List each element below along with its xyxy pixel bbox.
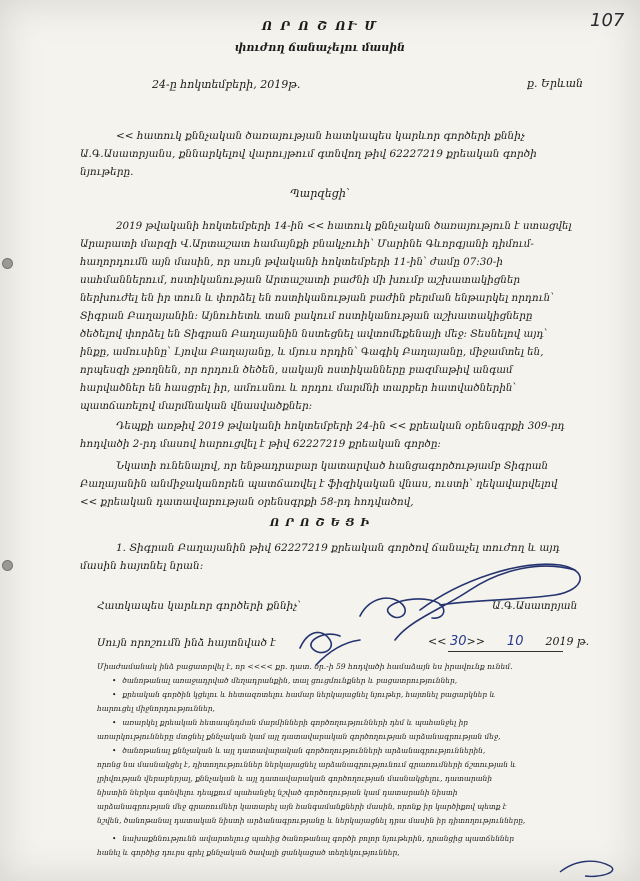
- body-line: հարվածներ են հասցրել իր, ամուսնու և որդու մարմնի տարբեր հատվածներին՝: [80, 382, 517, 394]
- rights-item-continued: հարուցել միջնորդություններ,: [97, 704, 215, 713]
- rights-item: • առարկել քրեական հետապնդման մարմինների գործողությունների դեմ և պահանջել իր: [112, 718, 632, 727]
- body-line: 2019 թվականի հոկտեմբերի 14-ին << հատուկ քննչական ծառայություն է ստացվել: [116, 220, 572, 232]
- handwritten-month: 10: [506, 634, 524, 649]
- rights-intro: Միաժամանակ ինձ բացատրվել է, որ <<<< քր. դատ. օր.-ի 59 հոդվածի համաձայն ես իրավունք ունեմ.: [97, 662, 513, 671]
- rights-item-continued: լրիվության վերաբերյալ, քննչական և այլ դատավարական գործողության մասնակցելու, դատարանի: [97, 774, 493, 783]
- body-line: սահմաններում, ոստիկանության Արտաշատի բաժնի մի խումբ աշխատակիցներ: [80, 274, 521, 286]
- rights-item: • նախաքննությունն ավարտելուց պահից ծանոթանալ գործի բոլոր նյութերին, դրանցից պատճեններ: [112, 834, 632, 843]
- handwritten-day: 30: [449, 634, 467, 649]
- body-line: Տիգրան Բաղայանին: Այնուհետև տան բակում ոստիկանության աշխատակիցները: [80, 310, 533, 322]
- body-line: որպեսզի չթողնեն, որ որդուն ծեծեն, սակայն ոստիկանները բազմաթիվ անգամ: [80, 364, 513, 376]
- signatory-name: Ա.Գ.Ասատրյան: [492, 600, 578, 612]
- body-line: Դեպքի առթիվ 2019 թվականի հոկտեմբերի 24-ին << քրեական օրենսգրքի 309-րդ: [116, 420, 565, 432]
- body-line: Արարատի մարզի Վ.Արտաշատ համայնքի բնակչուհի՝ Մարինե Գևորգյանի դիմում-: [80, 238, 534, 250]
- rights-item-continued: նշվեն, ծանոթանալ դատական նիստի արձանագրությանը և ներկայացնել դրա մասին իր դիտողությունները,: [97, 816, 526, 825]
- document-title: Ո Ր Ո Շ ՈՒ Մ: [261, 19, 379, 33]
- found-heading: Պարզեցի՝: [290, 187, 350, 200]
- rights-item-continued: արձանագրության մեջ գրառումներ կատարել այն հանգամանքների մասին, որոնք իր կարծիքով պետք է: [97, 802, 507, 811]
- signatory-position: Հատկապես կարևոր գործերի քննիչ՝: [97, 600, 301, 612]
- intro-line: << հատուկ քննչական ծառայության հատկապես կարևոր գործերի քննիչ: [116, 130, 525, 142]
- rights-item-continued: որոնց նա մասնակցել է, դիտողություններ ներկայացնել արձանագրությունում գրառումների ճշտության և: [97, 760, 517, 769]
- rights-item: • ծանոթանալ առաջադրված մեղադրանքին, տալ ցուցմունքներ և բացատրություններ,: [112, 676, 632, 685]
- rights-item: • ծանոթանալ քննչական և այլ դատավարական գործողությունների արձանագրություններին,: [112, 746, 632, 755]
- decision-line: մասին հայտնել նրան:: [80, 560, 204, 572]
- date-prefix: <<: [428, 635, 450, 648]
- rights-item: • քրեական գործին կցելու և հետազոտելու համար ներկայացնել նյութեր, հայտնել բացարկներ և: [112, 690, 632, 699]
- rights-item-continued: առարկությունները մտցնել քննչական կամ այլ դատավարական գործողության արձանագրության մեջ,: [97, 732, 501, 741]
- acknowledgement-label: Սույն որոշումն ինձ հայտնված է: [97, 637, 276, 649]
- decision-line: 1. Տիգրան Բաղայանին թիվ 62227219 քրեական գործով ճանաչել տուժող և այդ: [116, 542, 560, 554]
- acknowledgement-date: << 30>> 10 2019 թ.: [428, 634, 590, 649]
- page-number: 107: [590, 10, 625, 31]
- document-subtitle: փուժող ճանաչելու մասին: [234, 41, 406, 54]
- body-line: Նկատի ունենալով, որ ենթադրաբար կատարված հանցագործությամբ Տիգրան: [116, 460, 549, 472]
- body-line: հաղորդումն այն մասին, որ սույն թվականի հոկտեմբերի 11-ին՝ ժամը 07:30-ի: [80, 256, 503, 268]
- intro-line: նյութերը.: [80, 166, 134, 178]
- rights-item-continued: հանել և գործից դուրս գրել քննչական ծավալի ցանկացած տեղեկություններ,: [97, 848, 400, 857]
- body-line: ինքը, ամուսինը՝ Լյովա Բաղայանը, և մյուս որդին՝ Գագիկ Բաղայանը, միջամտել են,: [80, 346, 544, 358]
- body-line: Բաղայանին անմիջականորեն պատճառվել է ֆիզիկական վնաս, ուստի՝ ղեկավարվելով: [80, 478, 558, 490]
- intro-line: Ա.Գ.Ասատրյանս, քննարկելով վարույթում գտնվող թիվ 62227219 քրեական գործի: [80, 148, 537, 160]
- body-line: << քրեական դատավարության օրենսգրքի 58-րդ հոդվածով,: [80, 496, 414, 508]
- document-city: ք. Երևան: [527, 77, 584, 90]
- date-year: 2019 թ.: [545, 635, 590, 648]
- body-line: ծեծելով փորձել են Տիգրան Բաղայանին նստեցնել ավտոմեքենայի մեջ: Տեսնելով այդ՝: [80, 328, 548, 340]
- body-line: հոդվածի 2-րդ մասով հարուցվել է թիվ 62227219 քրեական գործը:: [80, 438, 441, 450]
- decided-heading: Ո Ր Ո Շ Ե Ց Ի: [269, 516, 371, 529]
- body-line: պատճառելով մարմնական վնասվածքներ:: [80, 400, 313, 412]
- rights-item-continued: նիստին ներկա գտնվելու դեպքում պահանջել նշված գործողության կամ դատարանի նիստի: [97, 788, 458, 797]
- body-line: ներխուժել են իր տուն և փորձել են ոստիկանության բաժին բերման ենթարկել որդուն՝: [80, 292, 554, 304]
- document-date: 24-ը հոկտեմբերի, 2019թ.: [152, 78, 301, 91]
